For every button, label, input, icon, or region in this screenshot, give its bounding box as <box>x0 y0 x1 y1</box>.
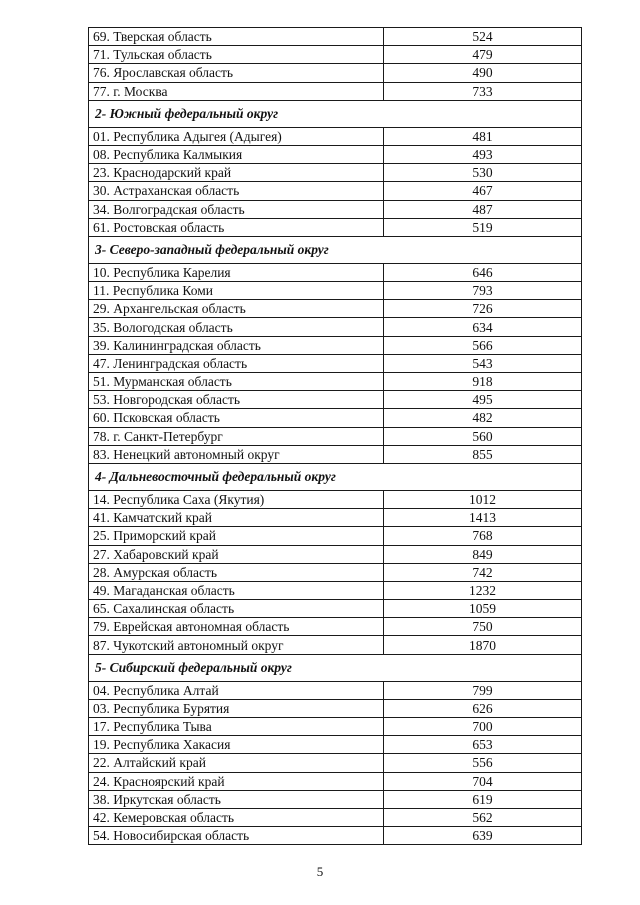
region-name-cell: 23. Краснодарский край <box>89 164 384 182</box>
region-value-cell: 626 <box>384 699 582 717</box>
regions-table <box>88 27 582 845</box>
region-value-cell: 493 <box>384 145 582 163</box>
region-name-cell: 53. Новгородская область <box>89 391 384 409</box>
table-row <box>89 354 582 372</box>
region-value-cell: 639 <box>384 827 582 845</box>
section-title: 4- Дальневосточный федеральный округ <box>89 463 582 490</box>
table-row <box>89 263 582 281</box>
region-name-cell: 60. Псковская область <box>89 409 384 427</box>
region-value-cell: 479 <box>384 46 582 64</box>
table-row <box>89 581 582 599</box>
region-name-cell: 39. Калининградская область <box>89 336 384 354</box>
region-name-cell: 49. Магаданская область <box>89 581 384 599</box>
table-row <box>89 200 582 218</box>
table-row <box>89 300 582 318</box>
region-value-cell: 768 <box>384 527 582 545</box>
region-name-cell: 10. Республика Карелия <box>89 263 384 281</box>
region-name-cell: 51. Мурманская область <box>89 373 384 391</box>
region-name-cell: 83. Ненецкий автономный округ <box>89 445 384 463</box>
region-name-cell: 87. Чукотский автономный округ <box>89 636 384 654</box>
table-row <box>89 218 582 236</box>
region-value-cell: 918 <box>384 373 582 391</box>
region-name-cell: 71. Тульская область <box>89 46 384 64</box>
region-name-cell: 01. Республика Адыгея (Адыгея) <box>89 127 384 145</box>
region-value-cell: 1870 <box>384 636 582 654</box>
table-row <box>89 636 582 654</box>
region-name-cell: 42. Кемеровская область <box>89 808 384 826</box>
region-value-cell: 634 <box>384 318 582 336</box>
section-header-row <box>89 236 582 263</box>
region-value-cell: 530 <box>384 164 582 182</box>
region-name-cell: 79. Еврейская автономная область <box>89 618 384 636</box>
region-value-cell: 750 <box>384 618 582 636</box>
region-name-cell: 24. Красноярский край <box>89 772 384 790</box>
table-row <box>89 64 582 82</box>
regions-table-body <box>89 28 582 845</box>
region-name-cell: 11. Республика Коми <box>89 282 384 300</box>
region-name-cell: 41. Камчатский край <box>89 509 384 527</box>
table-row <box>89 827 582 845</box>
region-value-cell: 556 <box>384 754 582 772</box>
region-name-cell: 54. Новосибирская область <box>89 827 384 845</box>
region-value-cell: 524 <box>384 28 582 46</box>
section-title: 2- Южный федеральный округ <box>89 100 582 127</box>
region-value-cell: 566 <box>384 336 582 354</box>
table-row <box>89 509 582 527</box>
region-name-cell: 04. Республика Алтай <box>89 681 384 699</box>
table-row <box>89 618 582 636</box>
region-value-cell: 799 <box>384 681 582 699</box>
table-row <box>89 681 582 699</box>
region-name-cell: 61. Ростовская область <box>89 218 384 236</box>
table-row <box>89 46 582 64</box>
region-value-cell: 543 <box>384 354 582 372</box>
table-row <box>89 808 582 826</box>
region-value-cell: 726 <box>384 300 582 318</box>
table-row <box>89 563 582 581</box>
region-value-cell: 700 <box>384 718 582 736</box>
table-row <box>89 373 582 391</box>
table-row <box>89 182 582 200</box>
region-value-cell: 1059 <box>384 600 582 618</box>
region-value-cell: 467 <box>384 182 582 200</box>
region-name-cell: 38. Иркутская область <box>89 790 384 808</box>
table-row <box>89 445 582 463</box>
region-value-cell: 1012 <box>384 490 582 508</box>
table-row <box>89 545 582 563</box>
region-name-cell: 08. Республика Калмыкия <box>89 145 384 163</box>
table-row <box>89 127 582 145</box>
table-row <box>89 164 582 182</box>
table-row <box>89 82 582 100</box>
table-row <box>89 490 582 508</box>
region-value-cell: 646 <box>384 263 582 281</box>
table-row <box>89 736 582 754</box>
table-row <box>89 772 582 790</box>
region-value-cell: 1413 <box>384 509 582 527</box>
table-row <box>89 145 582 163</box>
region-name-cell: 34. Волгоградская область <box>89 200 384 218</box>
region-name-cell: 29. Архангельская область <box>89 300 384 318</box>
table-row <box>89 391 582 409</box>
region-name-cell: 77. г. Москва <box>89 82 384 100</box>
region-name-cell: 19. Республика Хакасия <box>89 736 384 754</box>
table-row <box>89 409 582 427</box>
region-value-cell: 481 <box>384 127 582 145</box>
page-number: 5 <box>316 864 324 879</box>
table-row <box>89 427 582 445</box>
table-row <box>89 527 582 545</box>
region-value-cell: 562 <box>384 808 582 826</box>
region-name-cell: 69. Тверская область <box>89 28 384 46</box>
region-name-cell: 22. Алтайский край <box>89 754 384 772</box>
region-name-cell: 03. Республика Бурятия <box>89 699 384 717</box>
table-row <box>89 600 582 618</box>
region-value-cell: 519 <box>384 218 582 236</box>
region-value-cell: 704 <box>384 772 582 790</box>
region-value-cell: 855 <box>384 445 582 463</box>
region-name-cell: 76. Ярославская область <box>89 64 384 82</box>
table-row <box>89 754 582 772</box>
region-value-cell: 495 <box>384 391 582 409</box>
region-name-cell: 17. Республика Тыва <box>89 718 384 736</box>
region-name-cell: 78. г. Санкт-Петербург <box>89 427 384 445</box>
region-value-cell: 560 <box>384 427 582 445</box>
region-value-cell: 1232 <box>384 581 582 599</box>
region-value-cell: 653 <box>384 736 582 754</box>
region-name-cell: 14. Республика Саха (Якутия) <box>89 490 384 508</box>
table-row <box>89 790 582 808</box>
section-header-row <box>89 100 582 127</box>
region-value-cell: 742 <box>384 563 582 581</box>
region-name-cell: 25. Приморский край <box>89 527 384 545</box>
table-row <box>89 282 582 300</box>
section-title: 5- Сибирский федеральный округ <box>89 654 582 681</box>
region-name-cell: 35. Вологодская область <box>89 318 384 336</box>
region-name-cell: 47. Ленинградская область <box>89 354 384 372</box>
region-value-cell: 849 <box>384 545 582 563</box>
table-row <box>89 318 582 336</box>
region-value-cell: 619 <box>384 790 582 808</box>
region-value-cell: 490 <box>384 64 582 82</box>
region-name-cell: 28. Амурская область <box>89 563 384 581</box>
region-name-cell: 65. Сахалинская область <box>89 600 384 618</box>
table-row <box>89 28 582 46</box>
table-row <box>89 718 582 736</box>
table-row <box>89 336 582 354</box>
section-title: 3- Северо-западный федеральный округ <box>89 236 582 263</box>
region-value-cell: 793 <box>384 282 582 300</box>
region-value-cell: 482 <box>384 409 582 427</box>
section-header-row <box>89 463 582 490</box>
section-header-row <box>89 654 582 681</box>
table-row <box>89 699 582 717</box>
region-name-cell: 30. Астраханская область <box>89 182 384 200</box>
region-value-cell: 487 <box>384 200 582 218</box>
region-name-cell: 27. Хабаровский край <box>89 545 384 563</box>
region-value-cell: 733 <box>384 82 582 100</box>
